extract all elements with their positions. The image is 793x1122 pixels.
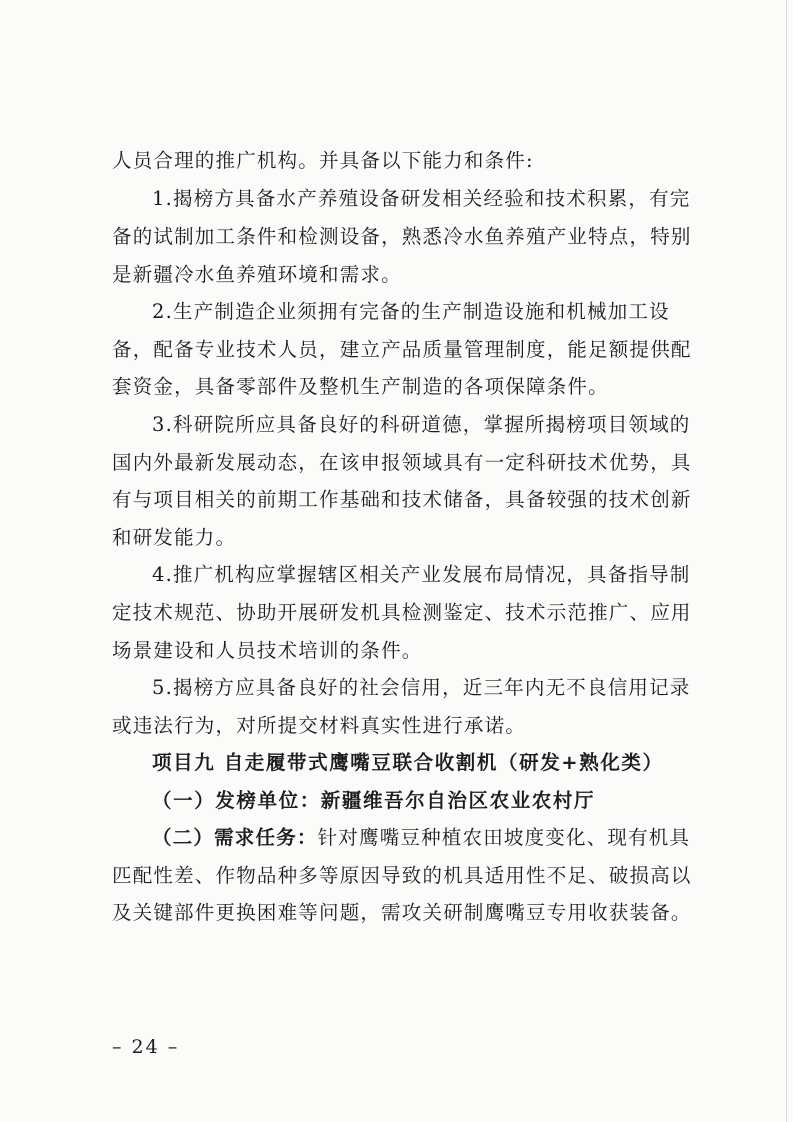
page-number: – 24 – <box>112 1036 180 1058</box>
paragraph-line: 定技术规范、协助开展研发机具检测鉴定、技术示范推广、应用 <box>112 601 692 624</box>
demand-label: （二）需求任务： <box>152 826 318 849</box>
paragraph-line: 5.揭榜方应具备良好的社会信用，近三年内无不良信用记录 <box>152 676 691 699</box>
paragraph-line: 场景建设和人员技术培训的条件。 <box>112 639 423 662</box>
paragraph-line: 是新疆冷水鱼养殖环境和需求。 <box>112 263 402 286</box>
paragraph-line: 套资金，具备零部件及整机生产制造的各项保障条件。 <box>112 375 609 398</box>
demand-text: 针对鹰嘴豆种植农田坡度变化、现有机具 <box>317 826 691 849</box>
paragraph-line: 人员合理的推广机构。并具备以下能力和条件: <box>112 149 534 172</box>
paragraph-line: 备的试制加工条件和检测设备，熟悉冷水鱼养殖产业特点，特别 <box>112 225 692 248</box>
paragraph-line: 有与项目相关的前期工作基础和技术储备，具备较强的技术创新 <box>112 488 692 511</box>
paragraph-line: 4.推广机构应掌握辖区相关产业发展布局情况，具备指导制 <box>152 563 691 586</box>
paragraph-line: 或违法行为，对所提交材料真实性进行承诺。 <box>112 714 527 737</box>
paragraph-line: 匹配性差、作物品种多等原因导致的机具适用性不足、破损高以 <box>112 864 692 887</box>
page-edge-line <box>786 0 787 1122</box>
paragraph-line: 3.科研院所应具备良好的科研道德，掌握所揭榜项目领域的 <box>152 413 691 436</box>
paragraph-line: 1.揭榜方具备水产养殖设备研发相关经验和技术积累，有完 <box>152 187 691 210</box>
paragraph-line: 2.生产制造企业须拥有完备的生产制造设施和机械加工设 <box>152 300 670 323</box>
issuer-line: （一）发榜单位：新疆维吾尔自治区农业农村厅 <box>152 789 596 812</box>
project-heading: 项目九 自走履带式鹰嘴豆联合收割机（研发+熟化类） <box>152 751 664 774</box>
paragraph-line: 和研发能力。 <box>112 526 237 549</box>
paragraph-line: 国内外最新发展动态，在该申报领域具有一定科研技术优势，具 <box>112 451 692 474</box>
paragraph-line: 备，配备专业技术人员，建立产品质量管理制度，能足额提供配 <box>112 338 692 361</box>
demand-line <box>152 818 702 858</box>
paragraph-line: 及关键部件更换困难等问题，需攻关研制鹰嘴豆专用收获装备。 <box>112 901 692 924</box>
